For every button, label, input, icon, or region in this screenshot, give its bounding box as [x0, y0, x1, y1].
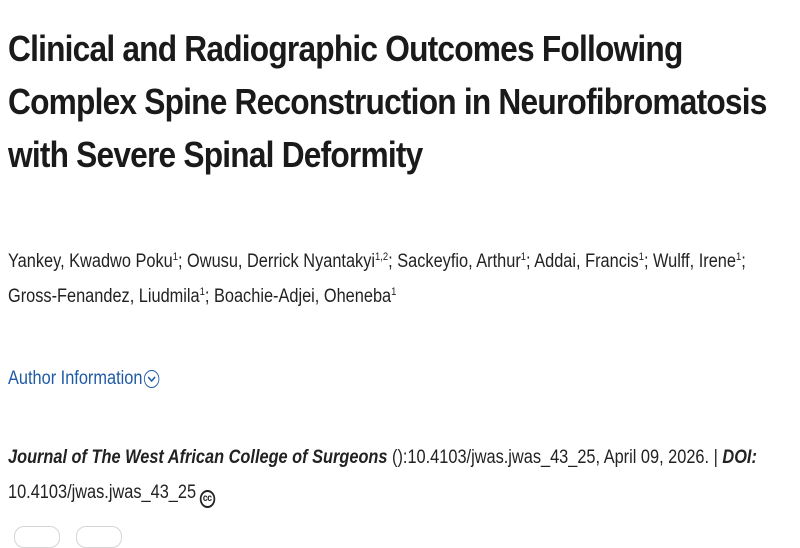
- author-name[interactable]: Wulff, Irene: [653, 251, 736, 272]
- citation: [8, 440, 782, 510]
- affiliation-sup: 1,2: [375, 251, 389, 263]
- affiliation-sup: 1: [199, 286, 205, 298]
- affiliation-sup: 1: [520, 251, 527, 263]
- toolbar-button[interactable]: [76, 526, 122, 548]
- cc-icon[interactable]: cc: [199, 490, 214, 508]
- doi-value[interactable]: 10.4103/jwas.jwas_43_25: [8, 482, 197, 503]
- author-name[interactable]: Addai, Francis: [534, 251, 639, 272]
- affiliation-sup: 1: [735, 251, 742, 263]
- journal-name[interactable]: Journal of The West African College of Surgeons: [8, 447, 388, 468]
- author-name[interactable]: Yankey, Kwadwo Poku: [8, 251, 173, 272]
- author-name[interactable]: Boachie-Adjei, Oheneba: [213, 286, 392, 307]
- author-name[interactable]: Owusu, Derrick Nyantakyi: [187, 251, 376, 272]
- author-name[interactable]: Sackeyfio, Arthur: [397, 251, 521, 272]
- article-title: Clinical and Radiographic Outcomes Following Complex Spine Reconstruction in Neurofibromatosis with Severe Spinal Deformity: [8, 28, 767, 175]
- article-header: [8, 22, 792, 504]
- author-name[interactable]: Gross-Fenandez, Liudmila: [8, 286, 200, 307]
- doi-label: DOI:: [722, 447, 757, 468]
- affiliation-sup: 1: [172, 251, 178, 263]
- author-information-label: Author Information: [8, 368, 143, 389]
- citation-details: ():10.4103/jwas.jwas_43_25, April 09, 2026. |: [387, 447, 723, 468]
- chevron-down-icon: [144, 370, 159, 388]
- affiliation-sup: 1: [391, 286, 397, 298]
- toolbar-button[interactable]: [14, 526, 60, 548]
- author-information-toggle[interactable]: [8, 368, 160, 390]
- affiliation-sup: 1: [638, 251, 644, 263]
- author-list: Yankey, Kwadwo Poku$^1$; Owusu, Derrick Nyantakyi$^{1,2}$; Sackeyfio, Arthur$^1$; Addai, Francis$^1$; Wulff, Irene$^1$; Gross-Fenandez, Liudmila$^1$; Boachie-Adjei, Oheneba$^1$: [8, 251, 746, 307]
